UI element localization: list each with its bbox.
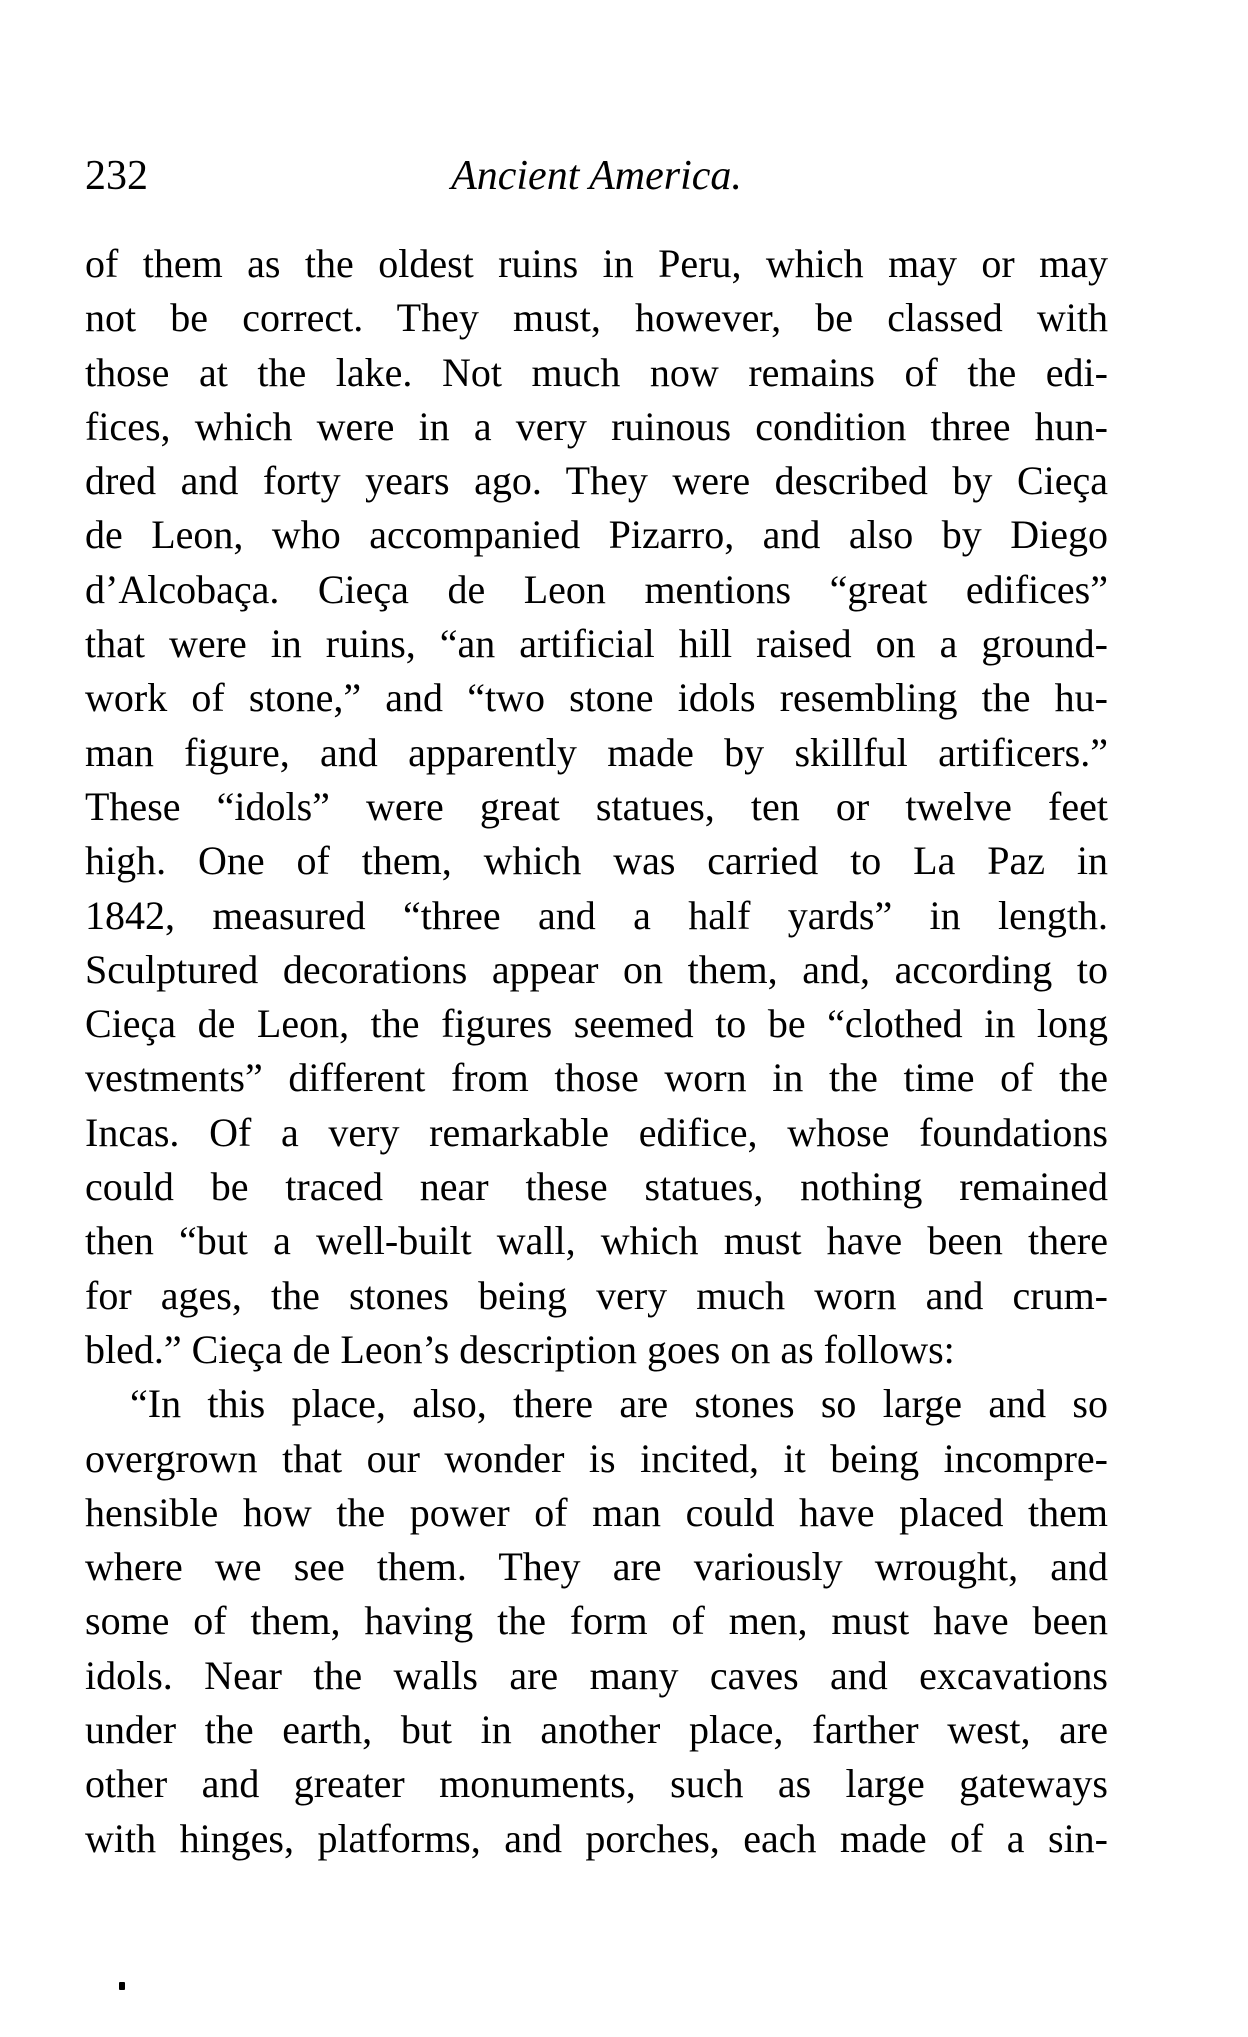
- text-line: d’Alcobaça. Cieça de Leon mentions “great edifices”: [85, 566, 1108, 612]
- text-line: vestments” different from those worn in the time of the: [85, 1055, 1108, 1101]
- ink-speck: [119, 1982, 125, 1990]
- text-line: fices, which were in a very ruinous condition three hun-: [85, 403, 1108, 449]
- text-line: those at the lake. Not much now remains of the edi-: [85, 349, 1108, 395]
- text-line: some of them, having the form of men, must have been: [85, 1598, 1108, 1644]
- text-line: Incas. Of a very remarkable edifice, whose foundations: [85, 1109, 1108, 1155]
- text-line: dred and forty years ago. They were described by Cieça: [85, 458, 1108, 504]
- text-line: that were in ruins, “an artificial hill raised on a ground-: [85, 621, 1108, 667]
- text-line: then “but a well-built wall, which must have been there: [85, 1218, 1108, 1264]
- text-line: Cieça de Leon, the figures seemed to be “clothed in long: [85, 1001, 1108, 1047]
- text-line: where we see them. They are variously wrought, and: [85, 1544, 1108, 1590]
- text-line: idols. Near the walls are many caves and excavations: [85, 1652, 1108, 1698]
- text-line: high. One of them, which was carried to La Paz in: [85, 838, 1108, 884]
- text-line: overgrown that our wonder is incited, it being incompre-: [85, 1435, 1108, 1481]
- text-line: de Leon, who accompanied Pizarro, and also by Diego: [85, 512, 1108, 558]
- text-line: under the earth, but in another place, farther west, are: [85, 1707, 1108, 1753]
- text-line: of them as the oldest ruins in Peru, which may or may: [85, 241, 1108, 286]
- text-line: man figure, and apparently made by skillful artificers.”: [85, 729, 1108, 775]
- text-line: “In this place, also, there are stones so large and so: [130, 1381, 1108, 1427]
- text-line: These “idols” were great statues, ten or twelve feet: [85, 783, 1108, 829]
- text-line: for ages, the stones being very much worn and crum-: [85, 1272, 1108, 1318]
- text-line: hensible how the power of man could have placed them: [85, 1489, 1108, 1535]
- text-line: could be traced near these statues, nothing remained: [85, 1164, 1108, 1210]
- paragraph: [85, 237, 1108, 1377]
- text-line: work of stone,” and “two stone idols resembling the hu-: [85, 675, 1108, 721]
- text-line: Sculptured decorations appear on them, and, according to: [85, 946, 1108, 992]
- text-line: not be correct. They must, however, be classed with: [85, 295, 1108, 341]
- page-body: [85, 237, 1108, 1866]
- text-line: 1842, measured “three and a half yards” in length.: [85, 892, 1108, 938]
- running-title: Ancient America.: [451, 153, 742, 199]
- page-header: [85, 152, 1108, 200]
- paragraph: [85, 1377, 1108, 1866]
- page-number: 232: [85, 153, 148, 199]
- text-line: other and greater monuments, such as large gateways: [85, 1761, 1108, 1807]
- text-line: with hinges, platforms, and porches, each made of a sin-: [85, 1815, 1108, 1861]
- text-line: bled.” Cieça de Leon’s description goes on as follows:: [85, 1326, 955, 1372]
